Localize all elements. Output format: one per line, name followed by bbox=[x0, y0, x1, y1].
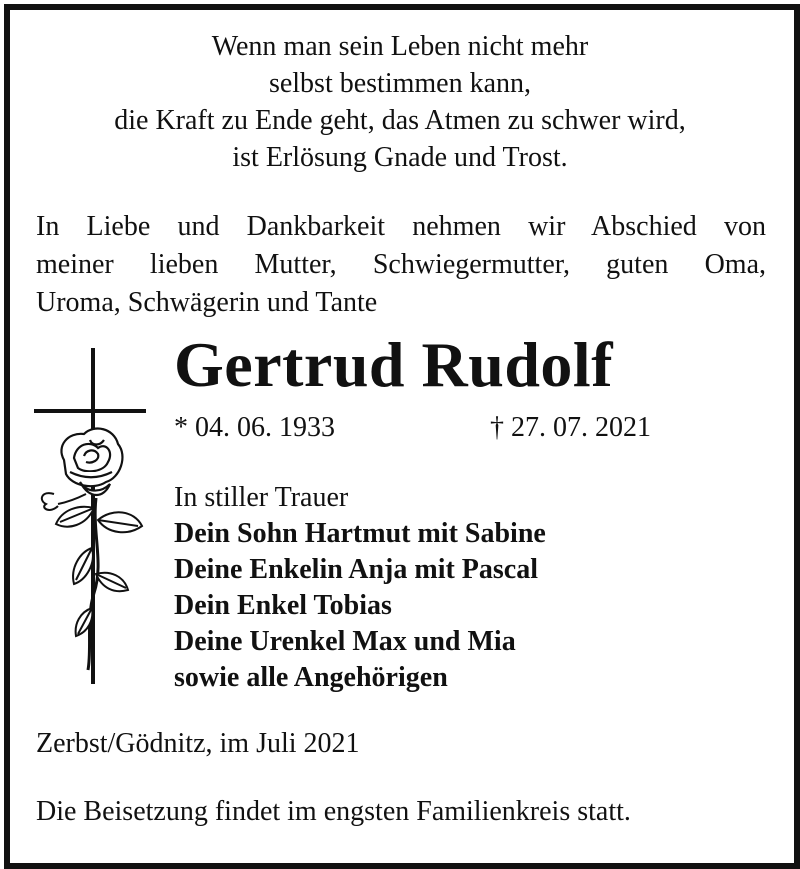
farewell-line: In Liebe und Dankbarkeit nehmen wir Abschied von bbox=[36, 211, 766, 242]
funeral-note: Die Beisetzung findet im engsten Familienkreis statt. bbox=[36, 796, 631, 827]
death-date: † 27. 07. 2021 bbox=[490, 412, 651, 443]
farewell-line: meiner lieben Mutter, Schwiegermutter, guten Oma, bbox=[36, 249, 766, 280]
cross-with-rose-icon bbox=[34, 348, 152, 686]
mourner-line: Dein Enkel Tobias bbox=[174, 590, 392, 621]
poem-line: Wenn man sein Leben nicht mehr bbox=[211, 31, 589, 62]
farewell-line: Uroma, Schwägerin und Tante bbox=[36, 287, 378, 318]
deceased-name: Gertrud Rudolf bbox=[174, 329, 613, 400]
mourner-line: Dein Sohn Hartmut mit Sabine bbox=[174, 518, 546, 549]
mourner-line: Deine Enkelin Anja mit Pascal bbox=[174, 554, 539, 585]
farewell-text bbox=[36, 208, 766, 322]
poem-line: die Kraft zu Ende geht, das Atmen zu schwer wird, bbox=[114, 105, 686, 136]
place-and-date: Zerbst/Gödnitz, im Juli 2021 bbox=[36, 728, 360, 759]
mourners-heading: In stiller Trauer bbox=[174, 482, 349, 513]
mourner-line: Deine Urenkel Max und Mia bbox=[174, 626, 516, 657]
poem-line: ist Erlösung Gnade und Trost. bbox=[232, 142, 568, 173]
mourners-list bbox=[174, 480, 546, 696]
mourner-line: sowie alle Angehörigen bbox=[174, 662, 448, 693]
birth-date: * 04. 06. 1933 bbox=[174, 412, 335, 443]
poem-line: selbst bestimmen kann, bbox=[268, 68, 532, 99]
poem bbox=[0, 28, 800, 176]
